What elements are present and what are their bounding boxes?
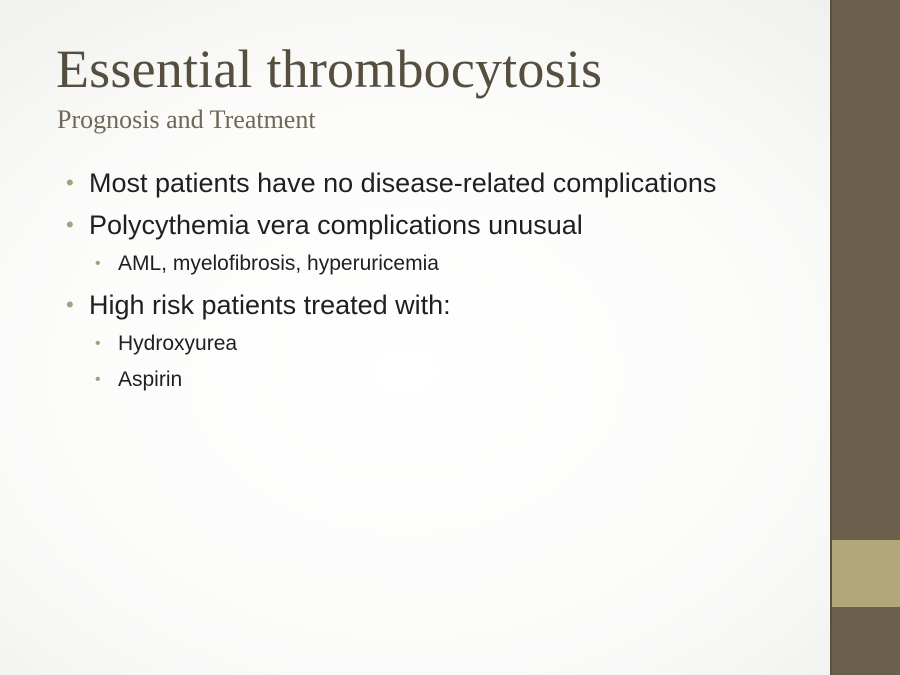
sub-bullet-item: [62, 366, 822, 394]
slide-subtitle: Prognosis and Treatment: [57, 105, 316, 134]
sub-bullet-marker-icon: •: [95, 335, 101, 352]
sub-bullet-marker-icon: •: [95, 255, 101, 272]
bullet-item: [62, 166, 822, 200]
bullet-marker-icon: •: [66, 170, 74, 195]
sub-bullet-item: [62, 250, 822, 278]
sub-bullet-text: AML, myelofibrosis, hyperuricemia: [118, 252, 439, 275]
sub-bullet-list: [62, 330, 822, 394]
bullet-marker-icon: •: [66, 292, 74, 317]
bullet-text: High risk patients treated with:: [89, 290, 451, 320]
sub-bullet-list: [62, 250, 822, 278]
sub-bullet-text: Aspirin: [118, 368, 183, 391]
sub-bullet-text: Hydroxyurea: [118, 332, 238, 355]
bullet-text: Polycythemia vera complications unusual: [89, 210, 583, 240]
bullet-marker-icon: •: [66, 212, 74, 237]
sub-bullet-item: [62, 330, 822, 358]
bullet-item: [62, 208, 822, 242]
bullet-list: [62, 166, 822, 404]
slide-title: Essential thrombocytosis: [56, 39, 603, 99]
bullet-item: [62, 288, 822, 322]
sub-bullet-marker-icon: •: [95, 371, 101, 388]
side-accent-block: [832, 540, 900, 607]
bullet-text: Most patients have no disease-related complications: [89, 168, 717, 198]
